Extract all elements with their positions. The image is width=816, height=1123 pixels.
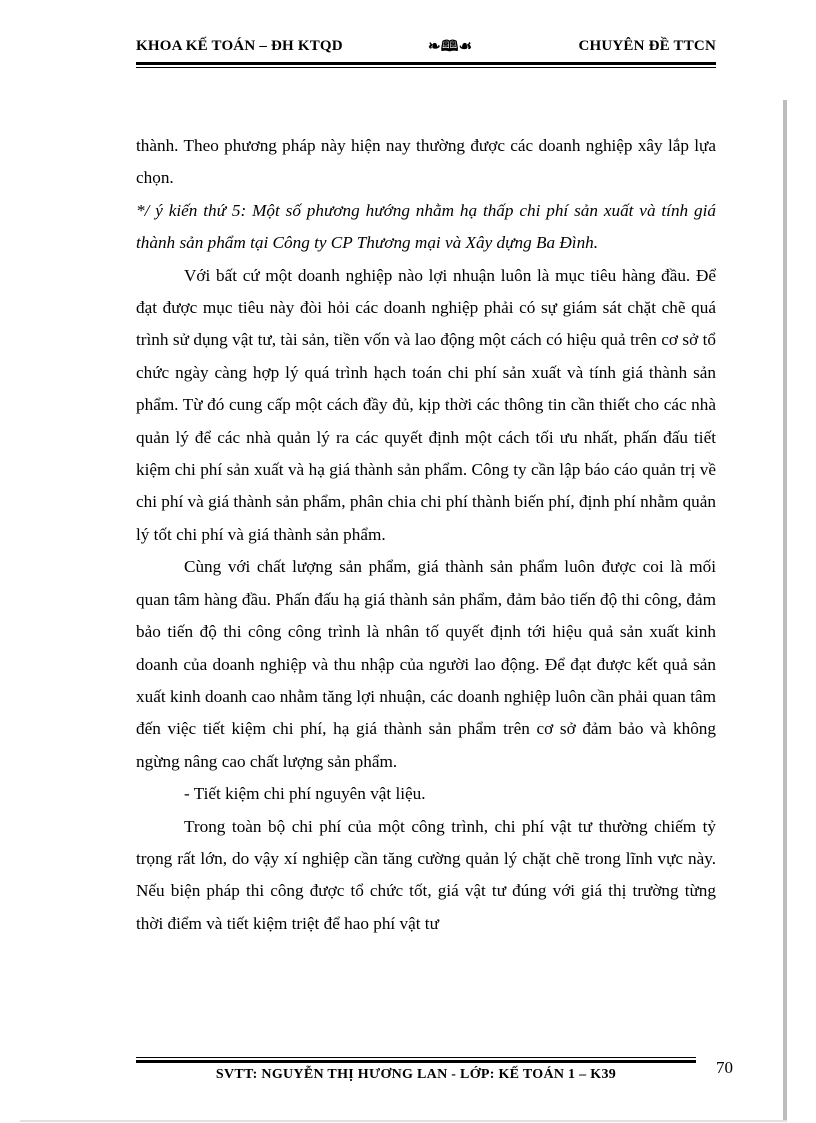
footer-rule-thin bbox=[136, 1057, 696, 1058]
paragraph-quality-cost: Cùng với chất lượng sản phẩm, giá thành sản phẩm luôn được coi là mối quan tâm hàng đầu. Phấn đấu hạ giá thành sản phẩm, đảm bảo tiến độ thi công, đảm bảo tiến độ thi công công trình là nhân tố quyết định tới hiệu quả sản xuất kinh doanh của doanh nghiệp và thu nhập của người lao động. Để đạt được kết quả sản xuất kinh doanh cao nhằm tăng lợi nhuận, các doanh nghiệp luôn cần phải quan tâm đến việc tiết kiệm chi phí, hạ giá thành sản phẩm trên cơ sở đảm bảo và không ngừng nâng cao chất lượng sản phẩm. bbox=[136, 557, 716, 771]
page-number: 70 bbox=[716, 1058, 733, 1077]
page-shadow-right bbox=[783, 100, 787, 1122]
header-ornament-icon: ❧🕮☙ bbox=[428, 39, 473, 55]
document-body bbox=[136, 130, 716, 940]
header-faculty: KHOA KẾ TOÁN – ĐH KTQD bbox=[136, 38, 343, 54]
page-shadow-bottom bbox=[20, 1120, 787, 1122]
header-report-type: CHUYÊN ĐỀ TTCN bbox=[578, 38, 716, 54]
paragraph-profit-goal: Với bất cứ một doanh nghiệp nào lợi nhuận luôn là mục tiêu hàng đầu. Để đạt được mục tiêu này đòi hỏi các doanh nghiệp phải có sự giám sát chặt chẽ quá trình sử dụng vật tư, tài sản, tiền vốn và lao động một cách có hiệu quả trên cơ sở tổ chức ngày càng hợp lý quá trình hạch toán chi phí sản xuất và tính giá thành sản phẩm. Từ đó cung cấp một cách đầy đủ, kịp thời các thông tin cần thiết cho các nhà quản lý để các nhà quản lý ra các quyết định một cách tối ưu nhất, phấn đấu tiết kiệm chi phí sản xuất và hạ giá thành sản phẩm. Công ty cần lập báo cáo quản trị về chi phí và giá thành sản phẩm, phân chia chi phí thành biến phí, định phí nhằm quản lý tốt chi phí và giá thành sản phẩm. bbox=[136, 265, 716, 544]
paragraph-continuation: thành. Theo phương pháp này hiện nay thường được các doanh nghiệp xây lắp lựa chọn. bbox=[136, 136, 716, 188]
paragraph-material-saving-heading: - Tiết kiệm chi phí nguyên vật liệu. bbox=[184, 784, 426, 804]
footer-rule-thick bbox=[136, 1060, 696, 1063]
paragraph-material-cost: Trong toàn bộ chi phí của một công trình, chi phí vật tư thường chiếm tỷ trọng rất lớn, do vậy xí nghiệp cần tăng cường quản lý chặt chẽ trong lĩnh vực này. Nếu biện pháp thi công được tổ chức tốt, giá vật tư đúng với giá thị trường từng thời điểm và tiết kiệm triệt để hao phí vật tư bbox=[136, 816, 716, 933]
header-rule-thick bbox=[136, 62, 716, 65]
page-header bbox=[136, 36, 716, 62]
footer-student-info: SVTT: NGUYỄN THỊ HƯƠNG LAN - LỚP: KẾ TOÁN 1 – K39 bbox=[215, 1067, 617, 1082]
header-rule-thin bbox=[136, 67, 716, 68]
paragraph-opinion-heading: */ ý kiến thứ 5: Một số phương hướng nhằm hạ thấp chi phí sản xuất và tính giá thành sản phẩm tại Công ty CP Thương mại và Xây dựng Ba Đình. bbox=[136, 200, 716, 253]
